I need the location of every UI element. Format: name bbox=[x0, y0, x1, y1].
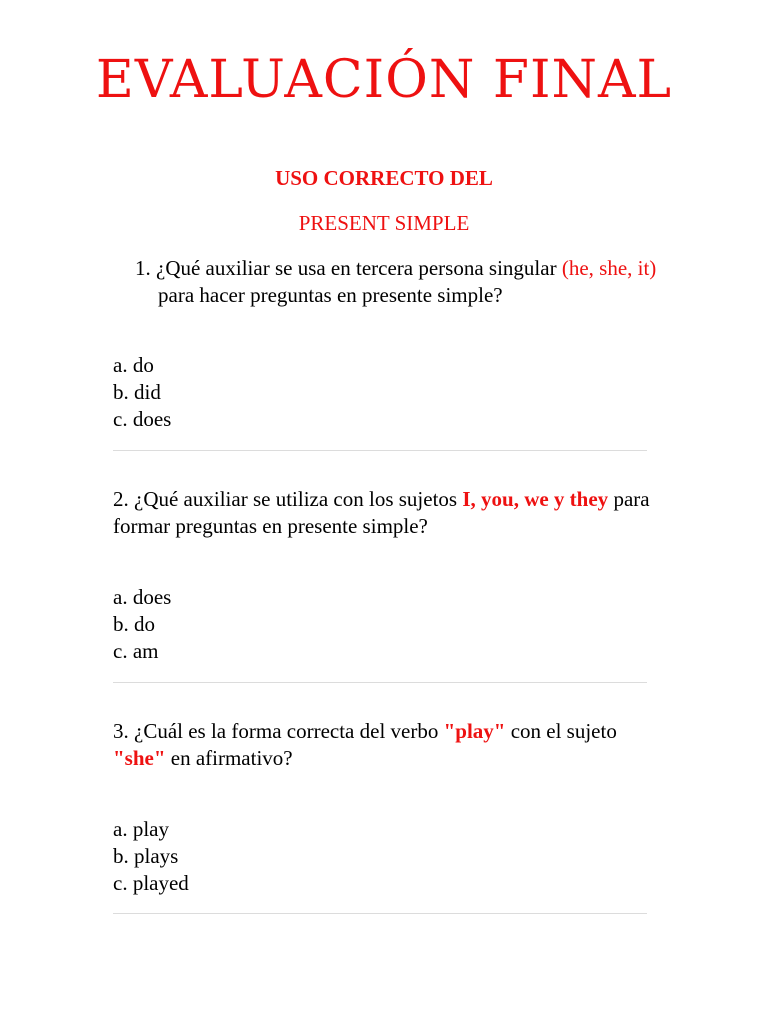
question-3-options bbox=[113, 816, 189, 897]
divider bbox=[113, 913, 647, 914]
option: a. do bbox=[113, 353, 154, 377]
divider bbox=[113, 682, 647, 683]
option: a. play bbox=[113, 817, 169, 841]
option: c. played bbox=[113, 871, 189, 895]
option: a. does bbox=[113, 585, 172, 609]
option: b. do bbox=[113, 612, 155, 636]
question-2-highlight: I, you, we y they bbox=[462, 487, 609, 511]
divider bbox=[113, 450, 647, 451]
option: c. am bbox=[113, 639, 159, 663]
option: c. does bbox=[113, 407, 172, 431]
option: b. did bbox=[113, 380, 161, 404]
question-1-options bbox=[113, 352, 171, 433]
question-3-highlight: "play" bbox=[443, 719, 506, 743]
subtitle-line-1: USO CORRECTO DEL bbox=[275, 166, 493, 190]
question-2-text-after: para formar preguntas en presente simple? bbox=[113, 487, 650, 538]
question-3-highlight-2: "she" bbox=[113, 746, 166, 770]
question-3-text-middle: con el sujeto bbox=[510, 719, 617, 743]
question-2-text: ¿Qué auxiliar se utiliza con los sujetos bbox=[134, 487, 458, 511]
question-1 bbox=[113, 255, 658, 309]
question-1-text: ¿Qué auxiliar se usa en tercera persona singular bbox=[156, 256, 557, 280]
question-3-number: 3. bbox=[113, 719, 129, 743]
question-3-text: ¿Cuál es la forma correcta del verbo bbox=[134, 719, 439, 743]
question-2-number: 2. bbox=[113, 487, 129, 511]
question-1-text-after: para hacer preguntas en presente simple? bbox=[158, 283, 503, 307]
question-1-highlight: (he, she, it) bbox=[561, 256, 657, 280]
option: b. plays bbox=[113, 844, 179, 868]
question-3-text-after: en afirmativo? bbox=[170, 746, 293, 770]
question-2 bbox=[113, 486, 658, 540]
question-3 bbox=[113, 718, 658, 772]
subtitle-line-2: PRESENT SIMPLE bbox=[298, 211, 470, 235]
question-1-number: 1. bbox=[135, 256, 151, 280]
question-2-options bbox=[113, 584, 171, 665]
page-title: EVALUACIÓN FINAL bbox=[95, 50, 673, 110]
